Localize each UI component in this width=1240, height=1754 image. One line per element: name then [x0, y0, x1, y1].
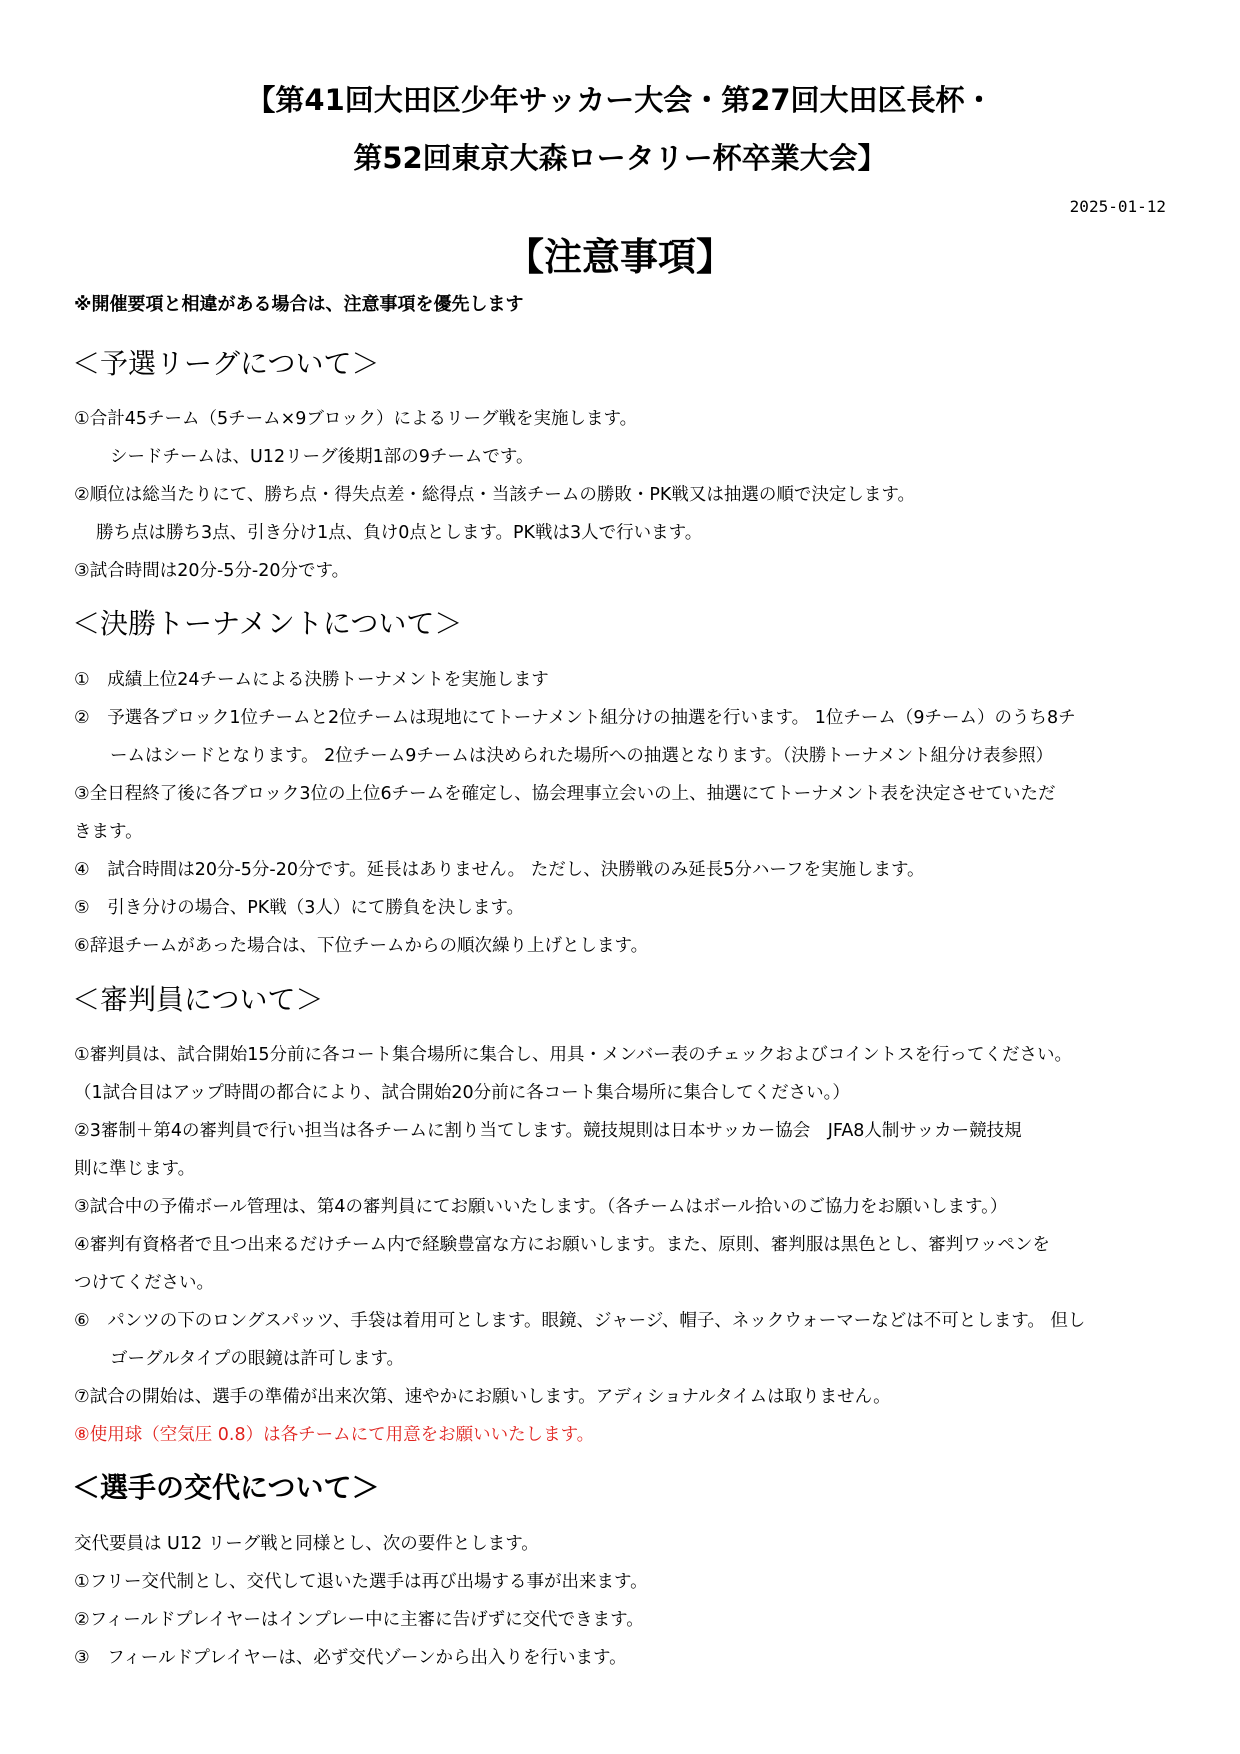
main-heading: 【注意事項】	[505, 235, 734, 279]
title-line-2: 第52回東京大森ロータリー杯卒業大会】	[353, 141, 887, 175]
section-heading-tournament: ＜決勝トーナメントについて＞	[72, 607, 463, 640]
referees-line: （1試合目はアップ時間の都合により、試合開始20分前に各コート集合場所に集合してください。）	[74, 1083, 850, 1103]
tournament-line: ② 予選各ブロック1位チームと2位チームは現地にてトーナメント組分けの抽選を行います。 1位チーム（9チーム）のうち8チ	[74, 708, 1076, 728]
title-line-1: 【第41回大田区少年サッカー大会・第27回大田区長杯・	[246, 83, 994, 117]
tournament-line: きます。	[74, 822, 143, 842]
referees-line: ⑦試合の開始は、選手の準備が出来次第、速やかにお願いします。アディショナルタイムは取りません。	[74, 1387, 891, 1407]
tournament-line: ームはシードとなります。 2位チーム9チームは決められた場所への抽選となります。（決勝トーナメント組分け表参照）	[110, 746, 1054, 766]
substitutions-line: 交代要員は U12 リーグ戦と同様とし、次の要件とします。	[74, 1534, 539, 1554]
substitutions-line: ③ フィールドプレイヤーは、必ず交代ゾーンから出入りを行います。	[74, 1648, 627, 1668]
section-heading-substitutions: ＜選手の交代について＞	[72, 1471, 380, 1504]
referees-line: ③試合中の予備ボール管理は、第4の審判員にてお願いいたします。（各チームはボール拾いのご協力をお願いします。）	[74, 1197, 1008, 1217]
tournament-line: ③全日程終了後に各ブロック3位の上位6チームを確定し、協会理事立会いの上、抽選にてトーナメント表を決定させていただ	[74, 784, 1056, 804]
tournament-line: ④ 試合時間は20分-5分-20分です。延長はありません。 ただし、決勝戦のみ延長5分ハーフを実施します。	[74, 860, 925, 880]
qualifying-line: シードチームは、U12リーグ後期1部の9チームです。	[110, 447, 534, 467]
referees-line: 則に準じます。	[74, 1159, 196, 1179]
tournament-line: ⑤ 引き分けの場合、PK戦（3人）にて勝負を決します。	[74, 898, 524, 918]
referees-line: つけてください。	[74, 1273, 214, 1293]
tournament-line: ① 成績上位24チームによる決勝トーナメントを実施します	[74, 670, 549, 690]
referees-line: ゴーグルタイプの眼鏡は許可します。	[110, 1349, 404, 1369]
substitutions-line: ②フィールドプレイヤーはインプレー中に主審に告げずに交代できます。	[74, 1610, 644, 1630]
qualifying-line: 勝ち点は勝ち3点、引き分け1点、負け0点とします。PK戦は3人で行います。	[96, 523, 703, 543]
section-heading-referees: ＜審判員について＞	[72, 983, 324, 1016]
referees-line: ④審判有資格者で且つ出来るだけチーム内で経験豊富な方にお願いします。また、原則、審判服は黒色とし、審判ワッペンを	[74, 1235, 1050, 1255]
qualifying-line: ③試合時間は20分-5分-20分です。	[74, 561, 350, 581]
referees-line-highlighted: ⑧使用球（空気圧 0.8）は各チームにて用意をお願いいたします。	[74, 1425, 595, 1445]
referees-line: ②3審制＋第4の審判員で行い担当は各チームに割り当てします。競技規則は日本サッカー協会 JFA8人制サッカー競技規	[74, 1121, 1022, 1141]
document-date: 2025-01-12	[1069, 197, 1166, 216]
qualifying-line: ②順位は総当たりにて、勝ち点・得失点差・総得点・当該チームの勝敗・PK戦又は抽選の順で決定します。	[74, 485, 915, 505]
substitutions-line: ①フリー交代制とし、交代して退いた選手は再び出場する事が出来ます。	[74, 1572, 648, 1592]
referees-line: ⑥ パンツの下のロングスパッツ、手袋は着用可とします。眼鏡、ジャージ、帽子、ネックウォーマーなどは不可とします。 但し	[74, 1311, 1086, 1331]
referees-line: ①審判員は、試合開始15分前に各コート集合場所に集合し、用具・メンバー表のチェックおよびコイントスを行ってください。	[74, 1045, 1073, 1065]
tournament-line: ⑥辞退チームがあった場合は、下位チームからの順次繰り上げとします。	[74, 936, 649, 956]
section-heading-qualifying: ＜予選リーグについて＞	[72, 347, 380, 380]
qualifying-line: ①合計45チーム（5チーム×9ブロック）によるリーグ戦を実施します。	[74, 409, 638, 429]
priority-note: ※開催要項と相違がある場合は、注意事項を優先します	[74, 294, 524, 315]
